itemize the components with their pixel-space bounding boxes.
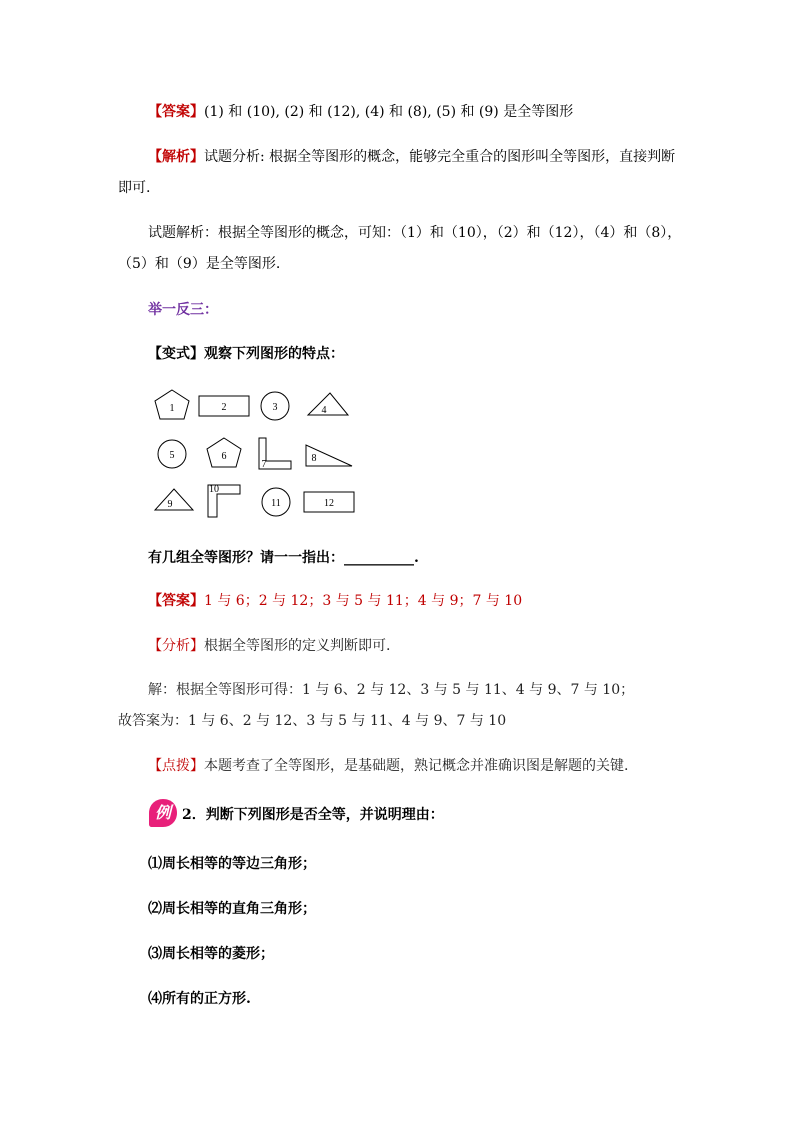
shape-label-10: 10 <box>209 484 219 495</box>
shape-label-9: 9 <box>167 499 173 510</box>
analysis-tag: 【解析】 <box>148 149 204 165</box>
answer2-text: 1 与 6；2 与 12；3 与 5 与 11；4 与 9；7 与 10 <box>204 593 523 609</box>
analysis2-tag: 【分析】 <box>148 638 204 654</box>
answer-line-2 <box>148 592 522 610</box>
section-title: 举一反三： <box>148 302 218 318</box>
solution-line-1: 试题解析：根据全等图形的概念，可知：（1）和（10），（2）和（12），（4）和（8）， <box>148 225 682 241</box>
shapes-figure <box>145 382 375 522</box>
item-4: ⑷所有的正方形. <box>148 991 251 1007</box>
shape-4-triangle <box>308 393 348 415</box>
solve-line-1: 解：根据全等图形可得：1 与 6、2 与 12、3 与 5 与 11、4 与 9、7 与 10； <box>148 682 635 698</box>
analysis-text-2: 即可. <box>118 180 151 196</box>
analysis-line-2 <box>148 637 390 655</box>
example-2-text: 2．判断下列图形是否全等，并说明理由： <box>182 807 444 823</box>
answer-line-1 <box>148 103 573 121</box>
solution-line-2: （5）和（9）是全等图形. <box>118 256 281 272</box>
example-badge <box>148 798 178 828</box>
answer2-tag: 【答案】 <box>148 593 204 609</box>
tip-line <box>148 757 628 775</box>
shape-9-triangle <box>155 489 193 510</box>
question-text: 有几组全等图形？请一一指出：__________. <box>148 550 419 566</box>
example-badge-label: 例 <box>154 803 171 822</box>
answer-tag: 【答案】 <box>148 104 204 120</box>
item-3: ⑶周长相等的菱形； <box>148 946 274 962</box>
analysis2-text: 根据全等图形的定义判断即可. <box>204 638 391 654</box>
shape-label-12: 12 <box>324 498 334 509</box>
shape-label-2: 2 <box>221 402 227 413</box>
tip-tag: 【点拨】 <box>148 758 204 774</box>
shape-label-7: 7 <box>261 459 267 470</box>
answer-text: (1) 和 (10), (2) 和 (12), (4) 和 (8), (5) 和 (9) 是全等图形 <box>204 104 574 120</box>
shape-label-6: 6 <box>221 451 227 462</box>
shape-label-3: 3 <box>272 402 278 413</box>
item-2: ⑵周长相等的直角三角形； <box>148 901 316 917</box>
tip-text: 本题考查了全等图形，是基础题，熟记概念并准确识图是解题的关键. <box>204 758 629 774</box>
shape-label-5: 5 <box>169 450 175 461</box>
item-1: ⑴周长相等的等边三角形； <box>148 856 316 872</box>
variant-heading: 【变式】观察下列图形的特点： <box>148 346 344 362</box>
analysis-text-1: 试题分析: 根据全等图形的概念，能够完全重合的图形叫全等图形，直接判断 <box>204 149 676 165</box>
shape-label-8: 8 <box>311 453 317 464</box>
solve-line-2: 故答案为：1 与 6、2 与 12、3 与 5 与 11、4 与 9、7 与 10 <box>118 713 507 729</box>
shape-label-11: 11 <box>271 498 281 509</box>
shape-label-1: 1 <box>169 403 175 414</box>
shape-label-4: 4 <box>321 405 327 416</box>
analysis-line-1 <box>148 148 675 166</box>
